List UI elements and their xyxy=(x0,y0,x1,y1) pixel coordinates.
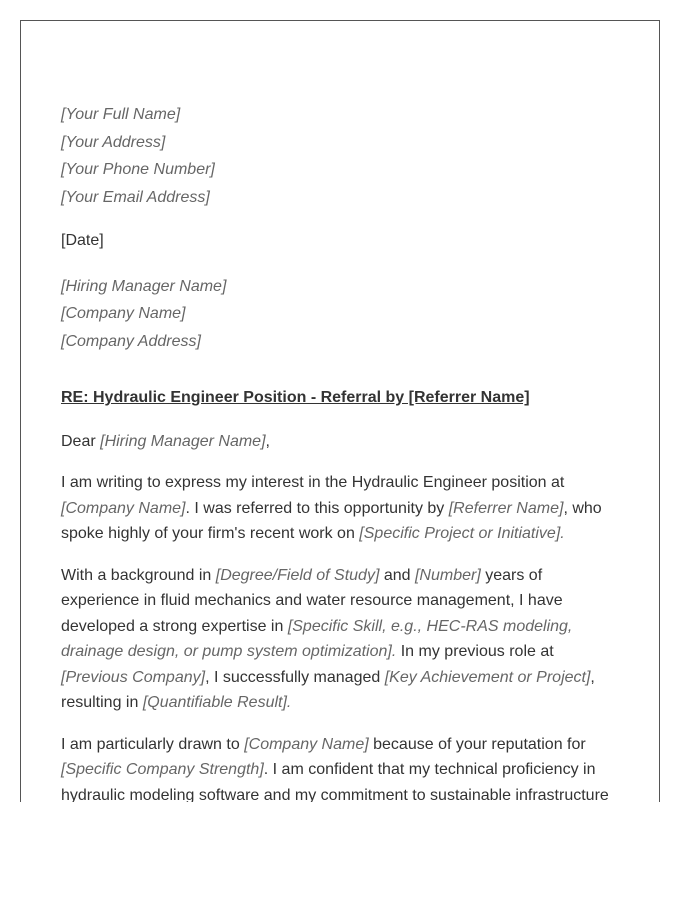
p1-text-4: . xyxy=(560,525,565,542)
salutation-comma: , xyxy=(265,432,270,450)
p2-text-4: In my previous role at xyxy=(396,643,554,660)
p3-text-3: . I am confident that my technical proficiency in hydraulic modeling software and my commitment to sustainable infrastructure xyxy=(61,761,609,802)
body-paragraph-3 xyxy=(61,732,621,803)
p3-strength-placeholder: [Specific Company Strength] xyxy=(61,761,264,778)
p1-text-1: I am writing to express my interest in the Hydraulic Engineer position at xyxy=(61,474,565,491)
p2-text-3: years of experience in fluid mechanics and water resource management, I have developed a strong expertise in xyxy=(61,566,563,635)
p2-text-5: , I successfully managed xyxy=(205,668,385,686)
recipient-company-address: [Company Address] xyxy=(61,332,201,350)
letter-content xyxy=(61,101,621,802)
p3-text-2: because of your reputation for xyxy=(368,735,586,753)
salutation xyxy=(61,429,621,455)
body-paragraph-2 xyxy=(61,563,621,716)
p2-text-6: , resulting in xyxy=(61,668,595,711)
p1-text-3: , who spoke highly of your firm's recent work on xyxy=(61,499,602,542)
letter-page xyxy=(20,20,660,802)
subject-line: RE: Hydraulic Engineer Position - Referral by [Referrer Name] xyxy=(61,389,530,406)
sender-address: [Your Address] xyxy=(61,133,166,151)
p2-number-placeholder: [Number] xyxy=(414,566,481,584)
body-paragraph-1 xyxy=(61,470,621,547)
sender-full-name: [Your Full Name] xyxy=(61,106,181,123)
p2-result-placeholder: [Quantifiable Result]. xyxy=(142,694,292,711)
letter-date: [Date] xyxy=(61,232,104,249)
p1-text-2: . I was referred to this opportunity by xyxy=(185,499,449,517)
salutation-name: [Hiring Manager Name] xyxy=(100,432,266,450)
p2-text-1: With a background in xyxy=(61,566,216,584)
p2-skill-placeholder: [Specific Skill, e.g., HEC-RAS modeling, drainage design, or pump system optimization]. xyxy=(61,617,573,660)
p1-referrer-placeholder: [Referrer Name] xyxy=(448,499,564,517)
recipient-company-name: [Company Name] xyxy=(61,305,186,322)
p3-company-placeholder: [Company Name] xyxy=(244,735,369,753)
sender-email: [Your Email Address] xyxy=(61,188,210,206)
p1-project-placeholder: [Specific Project or Initiative] xyxy=(359,525,561,542)
p2-degree-placeholder: [Degree/Field of Study] xyxy=(215,566,380,584)
p2-text-2: and xyxy=(379,566,415,584)
p2-prev-company-placeholder: [Previous Company] xyxy=(61,668,206,686)
p3-text-1: I am particularly drawn to xyxy=(61,735,245,753)
recipient-block xyxy=(61,273,621,356)
salutation-dear: Dear xyxy=(61,432,101,450)
p2-achievement-placeholder: [Key Achievement or Project] xyxy=(384,668,591,686)
p1-company-placeholder: [Company Name] xyxy=(61,499,186,517)
sender-block xyxy=(61,101,621,211)
recipient-manager-name: [Hiring Manager Name] xyxy=(61,277,227,295)
sender-phone: [Your Phone Number] xyxy=(61,161,215,178)
